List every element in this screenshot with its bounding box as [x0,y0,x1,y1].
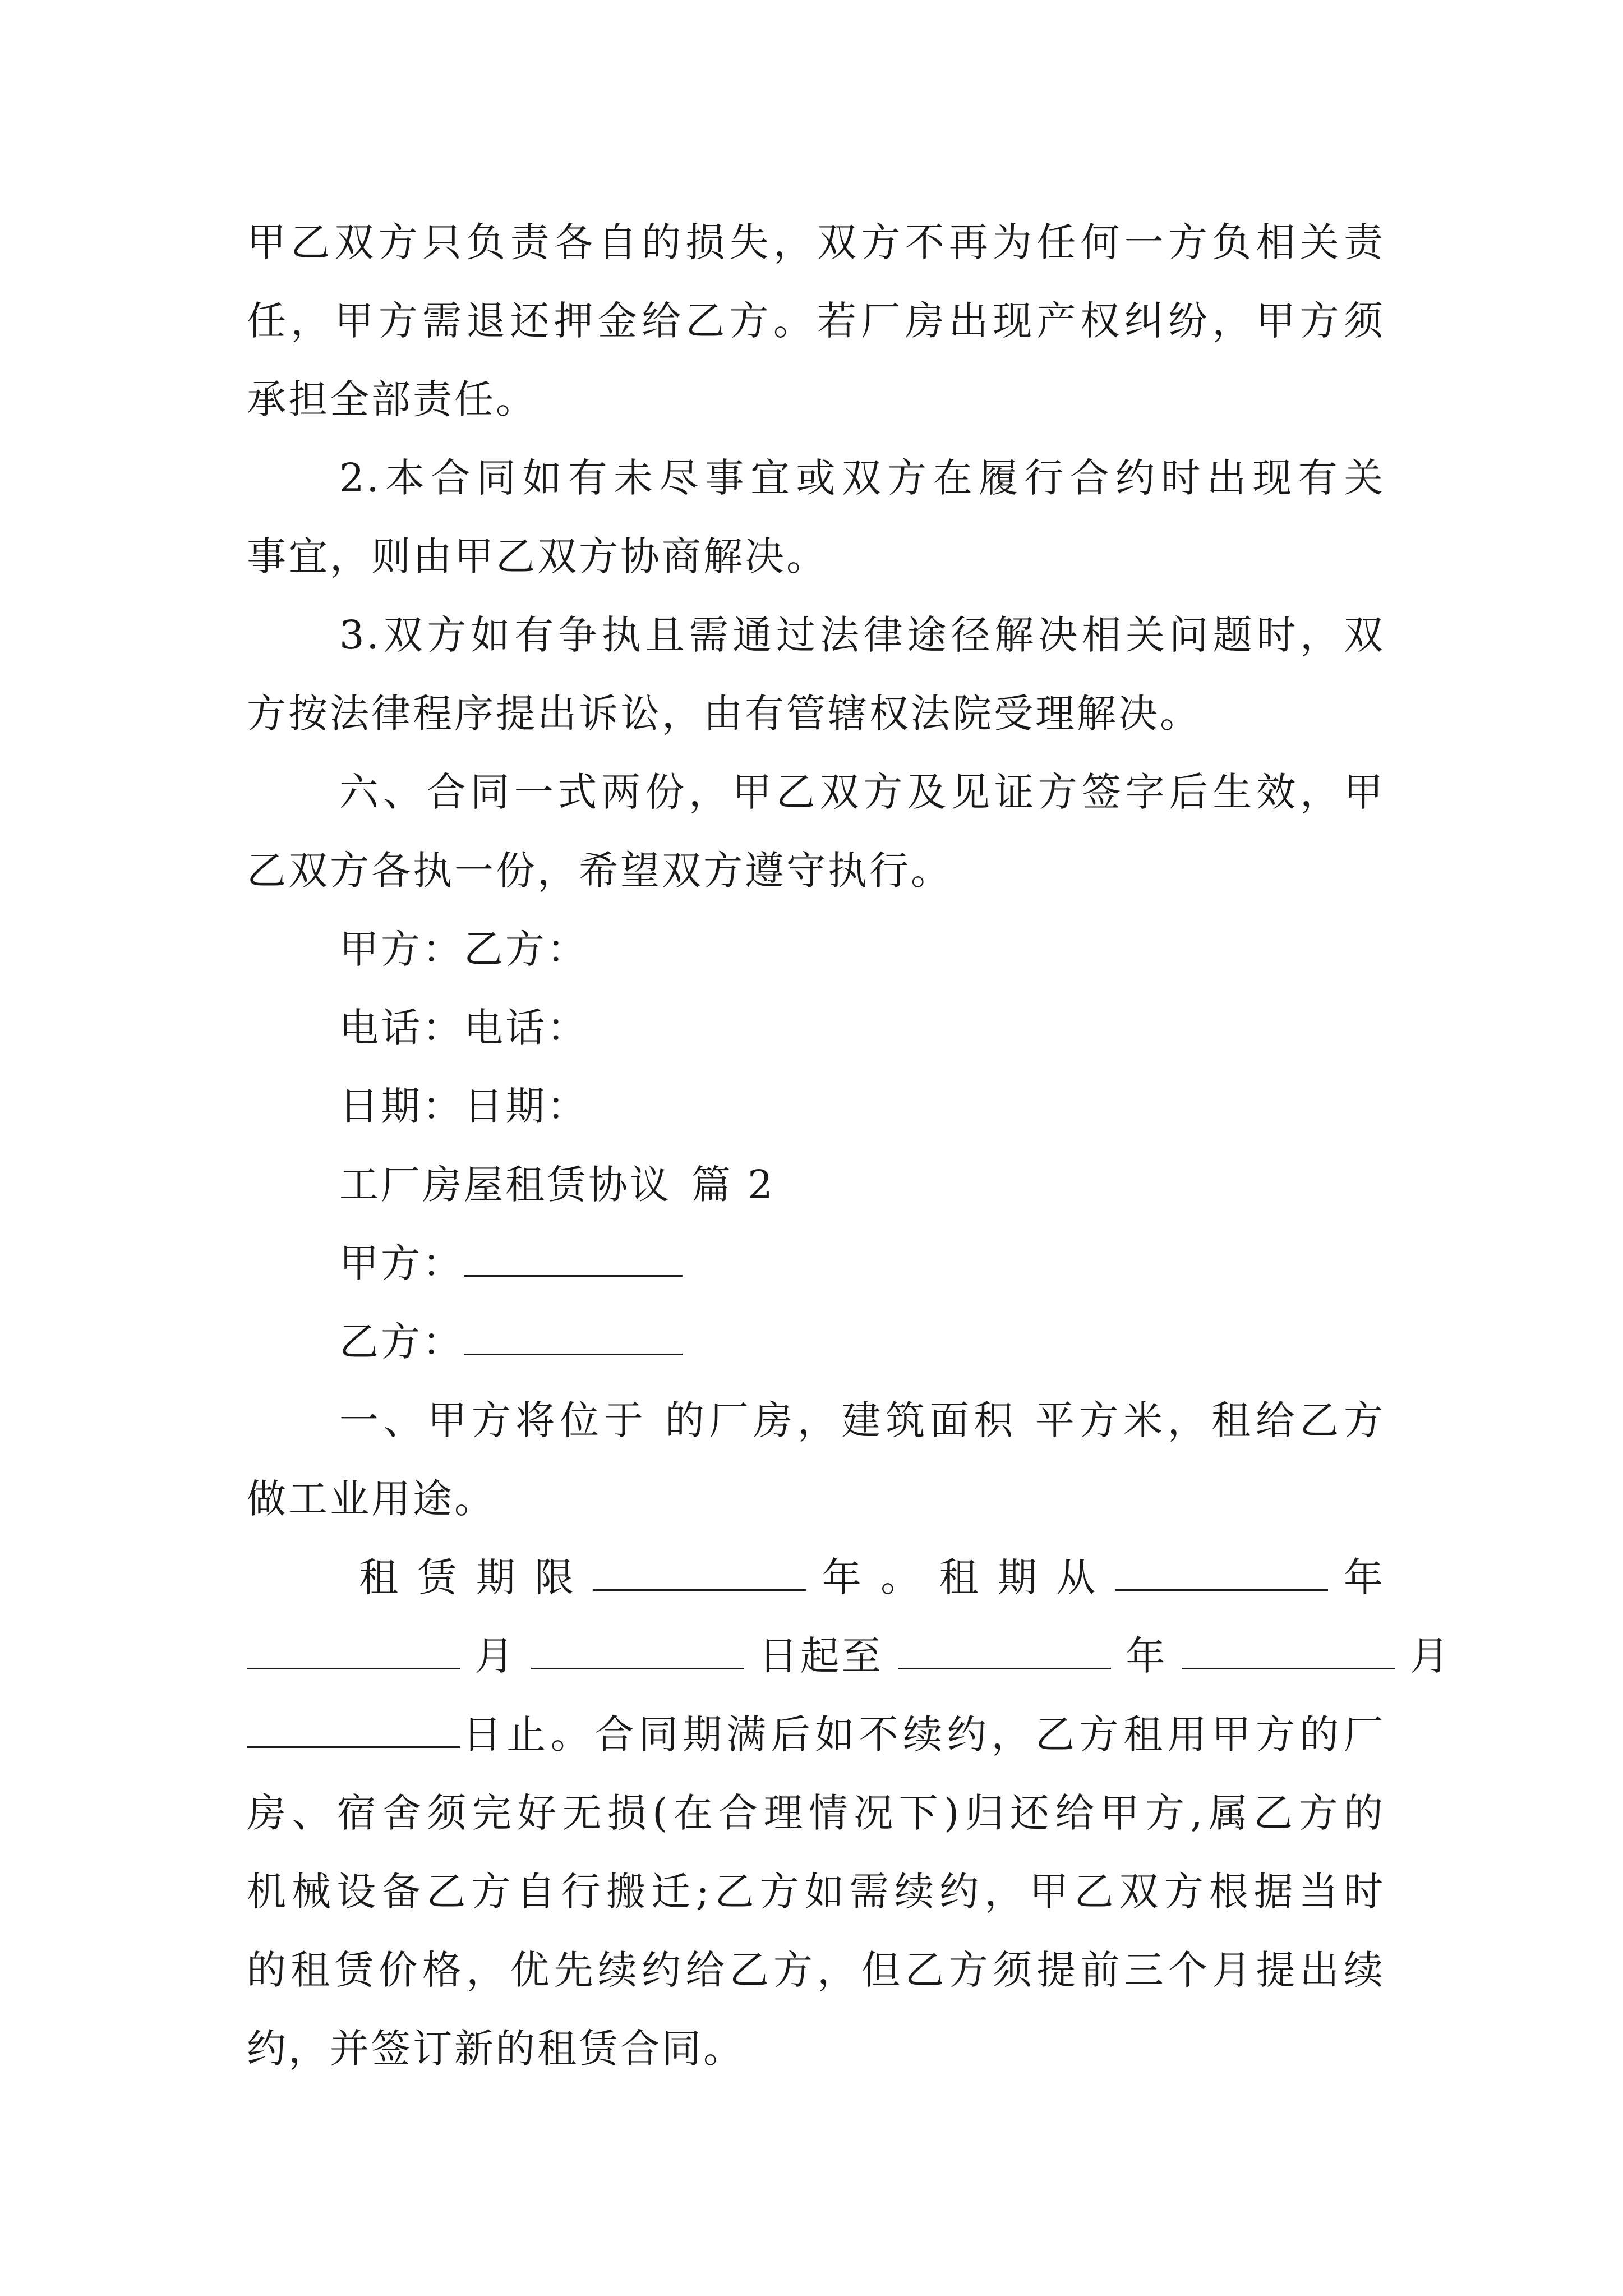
lease-dates-line [247,1621,1451,1691]
lease-year-label: 年 。 [822,1554,924,1600]
clause-one-line: 一、甲方将位于 的厂房，建筑面积 平方米，租给乙方 [339,1397,1385,1443]
clause-one-line: 做工业用途。 [247,1476,496,1522]
party-b-blank [464,1349,683,1355]
section-title: 工厂房屋租赁协议 [339,1162,671,1208]
paragraph-line: 约，并签订新的租赁合同。 [247,2026,745,2072]
paragraph-line: 机械设备乙方自行搬迁;乙方如需续约，甲乙双方根据当时 [247,1869,1385,1915]
section-number: 篇 2 [691,1162,775,1208]
party-a-label: 甲方： [339,1240,464,1286]
paragraph-line: 甲乙双方只负责各自的损失，双方不再为任何一方负相关责 [247,219,1385,265]
clause-3-line: 3.双方如有争执且需通过法律途径解决相关问题时，双 [339,612,1385,658]
party-a-line [339,1228,1385,1298]
end-day-blank [247,1742,460,1748]
end-month-blank [1182,1663,1395,1669]
lease-from-label: 租 期 从 [939,1554,1099,1600]
signature-party-line: 甲方：乙方： [339,926,588,972]
paragraph-line: 的租赁价格，优先续约给乙方，但乙方须提前三个月提出续 [247,1947,1385,1993]
lease-end-text: 日止。合同期满后如不续约，乙方租用甲方的厂 [460,1711,1385,1757]
lease-years-blank [593,1585,806,1591]
clause-six-line: 乙双方各执一份，希望双方遵守执行。 [247,848,952,894]
party-b-line [339,1307,1385,1377]
paragraph-line: 承担全部责任。 [247,376,537,422]
lease-end-line [247,1700,1385,1769]
paragraph-line: 房、宿舍须完好无损(在合理情况下)归还给甲方,属乙方的 [247,1790,1385,1836]
start-month-label: 月 [474,1633,517,1679]
clause-2-line: 2.本合同如有未尽事宜或双方在履行合约时出现有关 [339,455,1385,501]
end-year-label: 年 [1126,1633,1168,1679]
party-b-label: 乙方： [339,1319,464,1365]
end-year-blank [898,1663,1111,1669]
start-year-label: 年 [1343,1554,1385,1600]
start-month-blank [247,1663,460,1669]
lease-period-label: 租 赁 期 限 [359,1554,578,1600]
start-day-blank [531,1663,744,1669]
clause-six-line: 六、合同一式两份，甲乙双方及见证方签字后生效，甲 [339,769,1385,815]
paragraph-line: 任，甲方需退还押金给乙方。若厂房出现产权纠纷，甲方须 [247,298,1385,344]
from-to-label: 日起至 [758,1633,883,1679]
section-heading [339,1150,1385,1220]
clause-2-line: 事宜，则由甲乙双方协商解决。 [247,533,828,579]
party-a-blank [464,1271,683,1277]
clause-3-line: 方按法律程序提出诉讼，由有管辖权法院受理解决。 [247,691,1201,737]
end-month-label: 月 [1409,1633,1451,1679]
signature-phone-line: 电话：电话： [339,1005,588,1051]
signature-date-line: 日期：日期： [339,1083,588,1129]
start-year-blank [1115,1585,1328,1591]
lease-term-line [359,1543,1385,1612]
